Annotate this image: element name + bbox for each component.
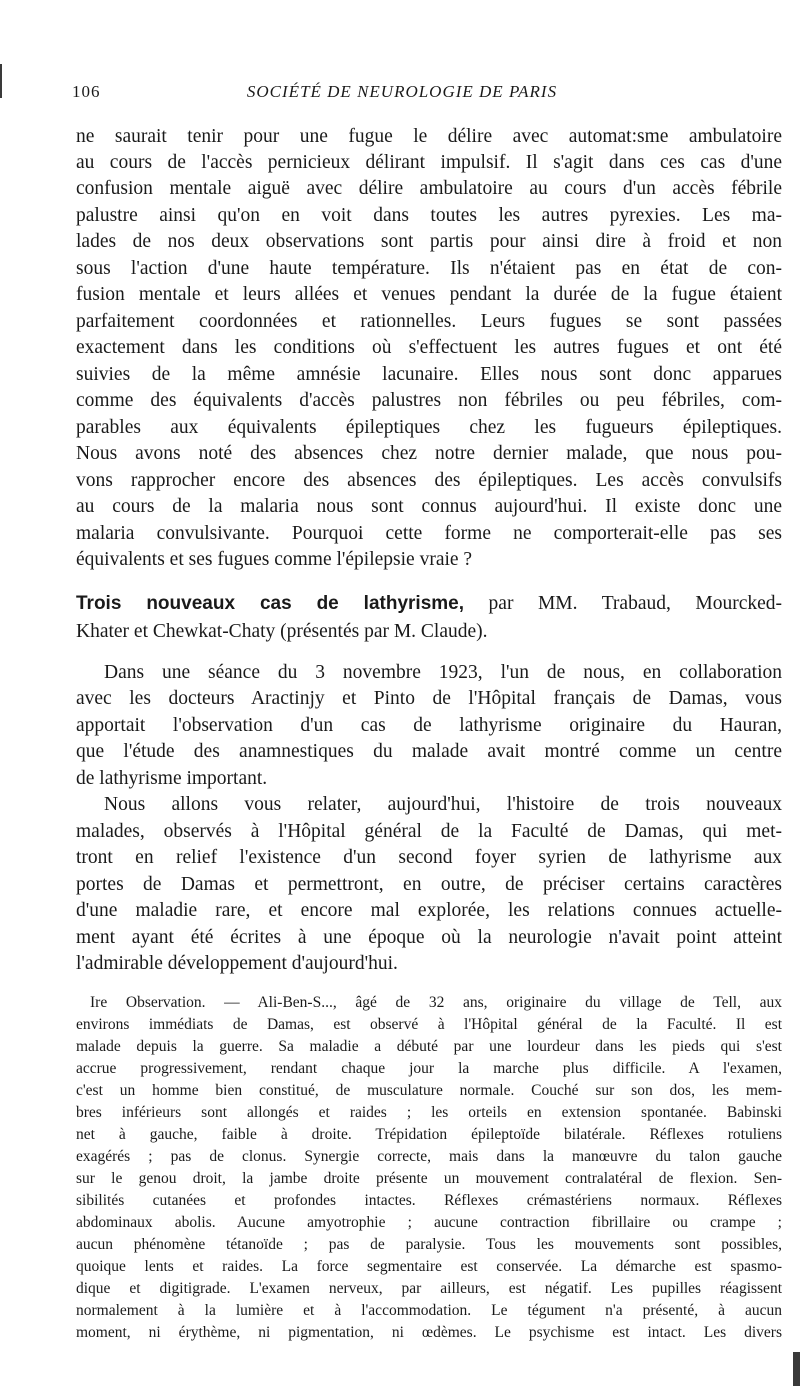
article-title-line	[76, 590, 782, 618]
text-line: malades, observés à l'Hôpital général de la Faculté de Damas, qui met-	[76, 821, 782, 842]
page-number: 106	[72, 82, 101, 101]
text-line: confusion mentale aiguë avec délire ambulatoire au cours d'un accès fébrile	[76, 178, 782, 199]
text-line: exactement dans les conditions où s'effectuent les autres fugues et ont été	[76, 337, 782, 358]
text-line: fusion mentale et leurs allées et venues pendant la durée de la fugue étaient	[76, 284, 782, 305]
scan-edge-mark	[793, 1352, 800, 1386]
text-line: Nous avons noté des absences chez notre dernier malade, que nous pou-	[76, 443, 782, 464]
running-head: SOCIÉTÉ DE NEUROLOGIE DE PARIS	[246, 82, 558, 101]
text-line: Dans une séance du 3 novembre 1923, l'un de nous, en collaboration	[104, 662, 782, 683]
text-line: équivalents et ses fugues comme l'épilepsie vraie ?	[76, 549, 473, 570]
text-line: suivies de la même amnésie lacunaire. Elles nous sont donc apparues	[76, 364, 782, 385]
observation-line: sur le genou droit, la jambe droite présente un mouvement contralatéral de flexion. Sen-	[76, 1170, 782, 1187]
observation-line: normalement à la lumière et à l'accommodation. Le tégument n'a présenté, à aucun	[76, 1302, 782, 1319]
text-line: portes de Damas et permettront, en outre, de préciser certains caractères	[76, 874, 782, 895]
text-line: palustre ainsi qu'on en voit dans toutes les autres pyrexies. Les ma-	[76, 205, 782, 226]
observation-line: accrue progressivement, rendant chaque jour la marche plus difficile. A l'examen,	[76, 1060, 782, 1077]
observation-line: moment, ni érythème, ni pigmentation, ni œdèmes. Le psychisme est intact. Les divers	[76, 1324, 782, 1341]
text-line: tront en relief l'existence d'un second foyer syrien de lathyrisme aux	[76, 847, 782, 868]
text-line: au cours de l'accès pernicieux délirant impulsif. Il s'agit dans ces cas d'une	[76, 152, 782, 173]
text-line: de lathyrisme important.	[76, 768, 268, 789]
text-line: ne saurait tenir pour une fugue le délire avec automat:sme ambulatoire	[76, 126, 782, 147]
text-line: malaria convulsivante. Pourquoi cette forme ne comporterait-elle pas ses	[76, 523, 782, 544]
text-line: parfaitement coordonnées et rationnelles. Leurs fugues se sont passées	[76, 311, 782, 332]
article-title: Trois nouveaux cas de lathyrisme,	[76, 593, 465, 614]
observation-line: Ire Observation. — Ali-Ben-S..., âgé de 32 ans, originaire du village de Tell, aux	[90, 994, 782, 1011]
observation-line: environs immédiats de Damas, est observé à l'Hôpital général de la Faculté. Il est	[76, 1016, 782, 1033]
scan-edge-mark	[0, 64, 2, 98]
text-line: que l'étude des anamnestiques du malade avait montré comme un centre	[76, 741, 782, 762]
text-line: ment ayant été écrites à une époque où la neurologie n'avait point atteint	[76, 927, 782, 948]
observation-line: sibilités cutanées et profondes intactes. Réflexes crémastériens normaux. Réflexes	[76, 1192, 782, 1209]
text-line: l'admirable développement d'aujourd'hui.	[76, 953, 398, 974]
observation-line: exagérés ; pas de clonus. Synergie correcte, mais dans la manœuvre du talon gauche	[76, 1148, 782, 1165]
text-line: lades de nos deux observations sont partis pour ainsi dire à froid et non	[76, 231, 782, 252]
text-line: parables aux équivalents épileptiques chez les fugueurs épileptiques.	[76, 417, 782, 438]
text-line: vons rapprocher encore des absences des épileptiques. Les accès convulsifs	[76, 470, 782, 491]
observation-line: malade depuis la guerre. Sa maladie a débuté par une lourdeur dans les pieds qui s'est	[76, 1038, 782, 1055]
article-byline-line: Khater et Chewkat-Chaty (présentés par M. Claude).	[76, 621, 488, 642]
observation-line: aucun phénomène tétanoïde ; pas de paralysie. Tous les mouvements sont possibles,	[76, 1236, 782, 1253]
observation-line: c'est un homme bien constitué, de musculature normale. Couché sur son dos, les mem-	[76, 1082, 782, 1099]
observation-line: dique et digitigrade. L'examen nerveux, par ailleurs, est négatif. Les pupilles réagissent	[76, 1280, 782, 1297]
text-line: Nous allons vous relater, aujourd'hui, l'histoire de trois nouveaux	[104, 794, 782, 815]
page-header	[72, 82, 732, 108]
text-line: d'une maladie rare, et encore mal explorée, les relations connues actuelle-	[76, 900, 782, 921]
text-line: apportait l'observation d'un cas de lathyrisme originaire du Hauran,	[76, 715, 782, 736]
text-line: comme des équivalents d'accès palustres non fébriles ou peu fébriles, com-	[76, 390, 782, 411]
observation-line: bres inférieurs sont allongés et raides ; les orteils en extension spontanée. Babinski	[76, 1104, 782, 1121]
text-line: au cours de la malaria nous sont connus aujourd'hui. Il existe donc une	[76, 496, 782, 517]
article-byline: par MM. Trabaud, Mourcked-	[488, 593, 783, 614]
observation-line: net à gauche, faible à droite. Trépidation épileptoïde bilatérale. Réflexes rotuliens	[76, 1126, 782, 1143]
observation-line: abdominaux abolis. Aucune amyotrophie ; aucune contraction fibrillaire ou crampe ;	[76, 1214, 782, 1231]
observation-line: quoique lents et raides. La force segmentaire est conservée. La démarche est spasmo-	[76, 1258, 782, 1275]
text-line: sous l'action d'une haute température. Ils n'étaient pas en état de con-	[76, 258, 782, 279]
text-line: avec les docteurs Aractinjy et Pinto de l'Hôpital français de Damas, vous	[76, 688, 782, 709]
